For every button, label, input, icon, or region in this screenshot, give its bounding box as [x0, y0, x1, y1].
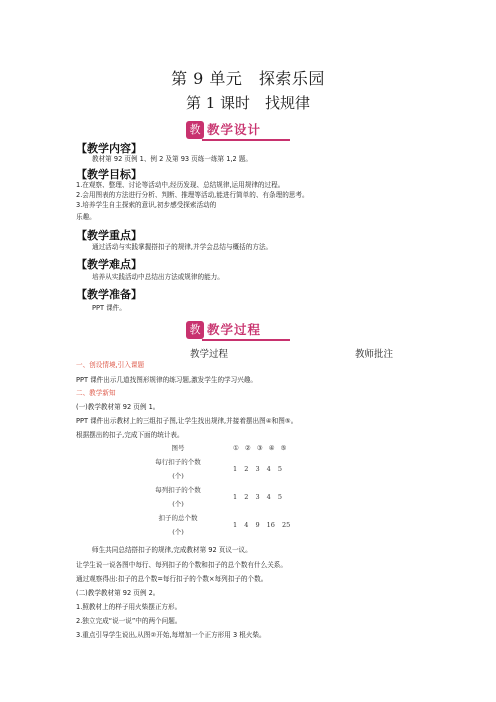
step1-title: 一、创设情境,引入课题 [76, 361, 145, 369]
difficulty-line: 培养从实践活动中总结出方法或规律的能力。 [92, 273, 224, 281]
prep-line: PPT 课件。 [92, 304, 126, 312]
process-line: 让学生说一说各图中每行、每列扣子的个数和扣子的总个数有什么关系。 [76, 561, 287, 569]
banner-label: 教学过程 [207, 322, 262, 337]
column-header-process: 教学过程 [190, 349, 229, 360]
book-icon: 教 [186, 321, 204, 339]
process-line: PPT 课件出示教材上的三组扣子图,让学生找出规律,并接着摆出图④和图⑤。 [76, 417, 298, 425]
heading-prep: 【教学准备】 [76, 288, 142, 301]
unit-title: 第 9 单元 探索乐园 [171, 69, 325, 88]
heading-difficulty: 【教学难点】 [76, 258, 142, 271]
teaching-design-banner [186, 121, 290, 139]
column-header-notes: 教师批注 [355, 349, 394, 360]
key-line: 通过活动与实践掌握搭扣子的规律,并学会总结与概括的方法。 [92, 243, 273, 251]
table-row-unit: (个) [172, 472, 184, 480]
table-row-unit: (个) [172, 500, 184, 508]
banner-label: 教学设计 [207, 122, 262, 137]
goal-line-1: 1.在观察、整理、讨论等活动中,经历发现、总结规律,运用规律的过程。 [76, 181, 285, 189]
banner-underline [202, 139, 290, 141]
table-row-values: 1 2 3 4 5 [233, 465, 283, 473]
goal-line-3: 3.培养学生自主探索的意识,初步感受探索活动的 [76, 201, 217, 209]
table-row-label: 图号 [171, 444, 185, 452]
heading-content: 【教学内容】 [76, 142, 142, 155]
step1-text: PPT 课件出示几道找图形规律的练习题,激发学生的学习兴趣。 [76, 376, 258, 384]
table-row-label: 扣子的总个数 [158, 514, 198, 522]
book-icon: 教 [186, 121, 204, 139]
process-line: 根据摆出的扣子,完成下面的统计表。 [76, 431, 184, 439]
content-line: 教材第 92 页例 1、例 2 及第 93 页练一练第 1,2 题。 [92, 155, 253, 163]
process-line: 通过观察得出:扣子的总个数=每行扣子的个数×每列扣子的个数。 [76, 575, 268, 583]
process-line: (一)教学教材第 92 页例 1。 [76, 403, 160, 411]
process-line: 3.重点引导学生说出,从图②开始,每增加一个正方形用 3 根火柴。 [76, 631, 266, 639]
goal-line-4: 乐趣。 [76, 213, 96, 221]
process-line: 1.照教材上的样子用火柴摆正方形。 [76, 603, 182, 611]
table-row-values: 1 2 3 4 5 [233, 493, 283, 501]
table-row-label: 每行扣子的个数 [155, 458, 201, 466]
teaching-process-banner [186, 321, 290, 339]
heading-key: 【教学重点】 [76, 229, 142, 242]
banner-underline [202, 339, 290, 341]
process-line: 2.独立完成“说一说”中的两个问题。 [76, 617, 182, 625]
lesson-title: 第 1 课时 找规律 [185, 94, 311, 112]
table-row-values: 1 4 9 16 25 [233, 521, 291, 529]
process-line: (二)教学教材第 92 页例 2。 [76, 589, 160, 597]
table-row-label: 每列扣子的个数 [155, 486, 201, 494]
table-row-values: ① ② ③ ④ ⑤ [233, 444, 289, 452]
process-line: 师生共同总结搭扣子的规律,完成教材第 92 页议一议。 [92, 546, 252, 554]
heading-goals: 【教学目标】 [76, 168, 142, 181]
goal-line-2: 2.会用图表的方法进行分析、判断、推理等活动,能进行简单的、有条理的思考。 [76, 191, 309, 199]
step2-title: 二、教学新知 [76, 389, 116, 397]
table-row-unit: (个) [172, 528, 184, 536]
